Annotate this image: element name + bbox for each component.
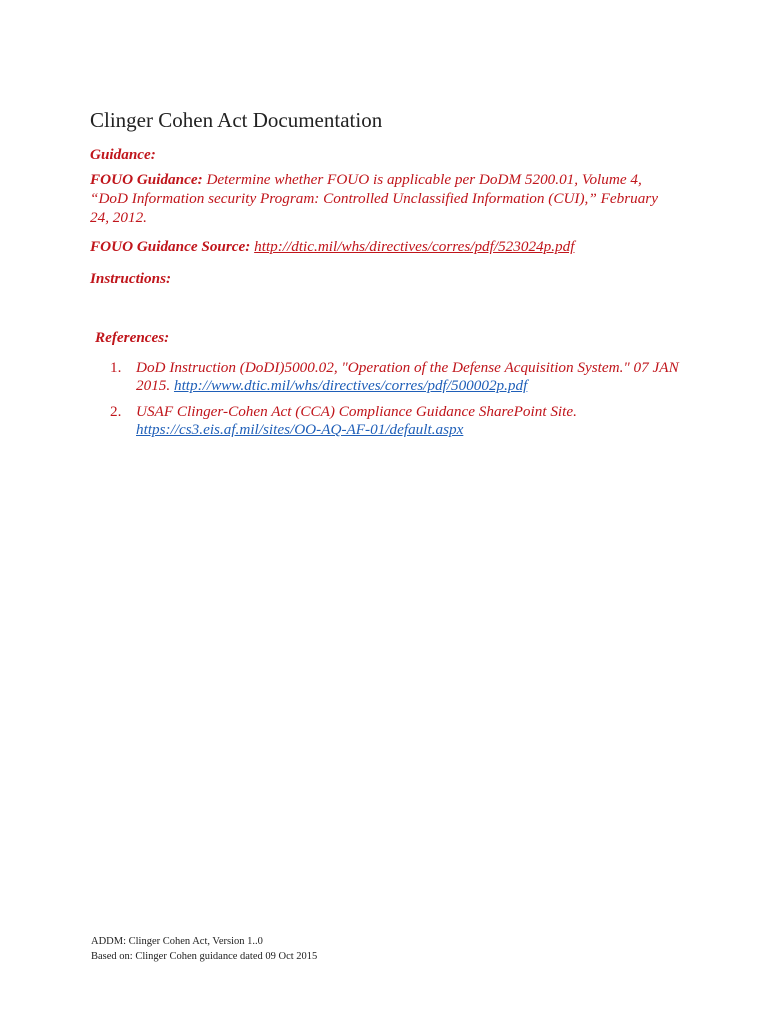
reference-number: 1. (110, 359, 122, 376)
reference-link[interactable]: https://cs3.eis.af.mil/sites/OO-AQ-AF-01/default.aspx (136, 421, 464, 438)
reference-number: 2. (110, 403, 122, 420)
fouo-guidance-label: FOUO Guidance: (90, 171, 203, 188)
footer-version-line: ADDM: Clinger Cohen Act, Version 1..0 (91, 936, 263, 947)
reference-link[interactable]: http://www.dtic.mil/whs/directives/corres/pdf/500002p.pdf (173, 377, 528, 394)
fouo-guidance-paragraph (90, 170, 680, 227)
instructions-heading: Instructions: (90, 270, 172, 287)
references-list (110, 359, 685, 447)
guidance-heading: Guidance: (90, 146, 156, 163)
references-heading: References: (95, 329, 170, 346)
reference-item (110, 359, 685, 395)
fouo-guidance-text: Determine whether FOUO is applicable per DoDM 5200.01, Volume 4, “DoD Information security Program: Controlled Unclassified Information (CUI),” February 24, 2012. (90, 171, 658, 226)
fouo-source-label: FOUO Guidance Source: (90, 238, 251, 255)
reference-item (110, 403, 685, 439)
fouo-source-link[interactable]: http://dtic.mil/whs/directives/corres/pdf/523024p.pdf (254, 238, 575, 255)
fouo-source-paragraph (90, 237, 680, 256)
page-footer (91, 934, 317, 964)
document-title: Clinger Cohen Act Documentation (90, 108, 383, 132)
reference-text: DoD Instruction (DoDI)5000.02, "Operation of the Defense Acquisition System." 07 JAN 2015. (136, 359, 679, 394)
footer-based-on-line: Based on: Clinger Cohen guidance dated 09 Oct 2015 (91, 951, 318, 962)
reference-text: USAF Clinger-Cohen Act (CCA) Compliance Guidance SharePoint Site. (136, 403, 577, 420)
